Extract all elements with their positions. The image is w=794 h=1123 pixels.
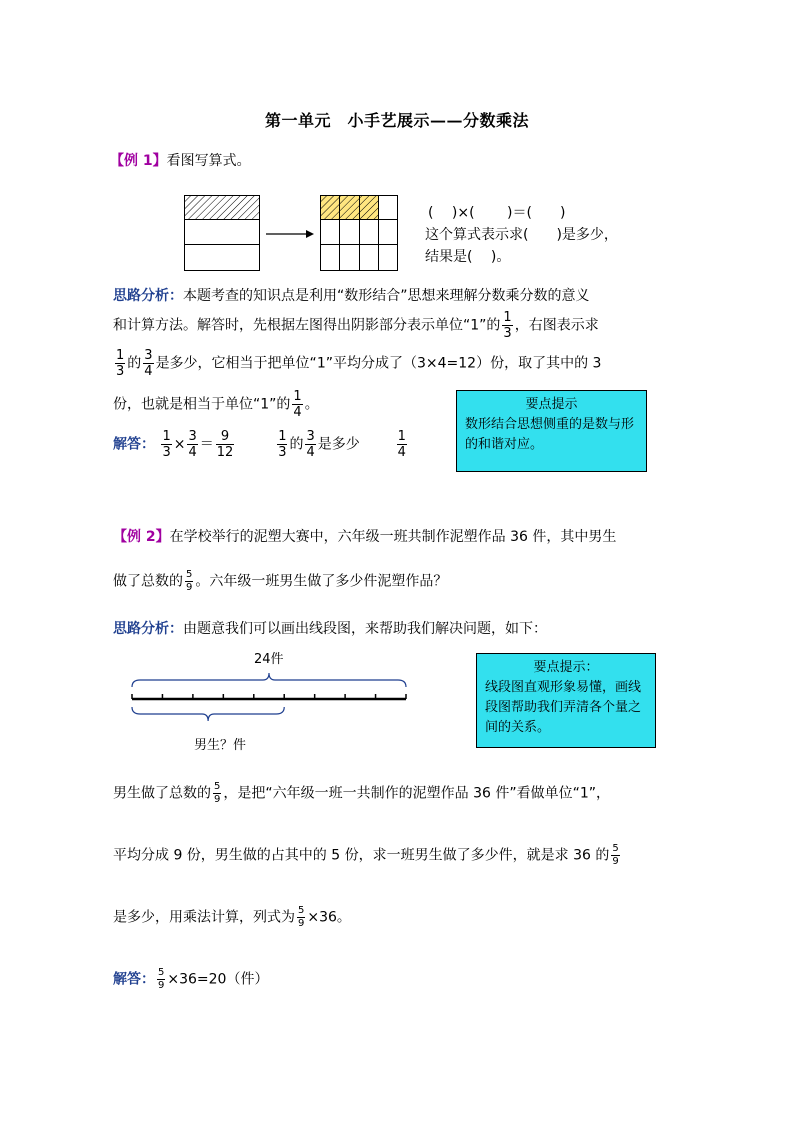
left-row-3 [185, 245, 260, 271]
arrow-right-icon [266, 228, 314, 240]
example-1-prompt: 看图写算式。 [166, 153, 251, 169]
tip-box-2 [476, 653, 656, 748]
question-line: 这个算式表示求( )是多少， [425, 227, 618, 243]
fraction-3-4: $\frac{3}{4}$ [188, 429, 197, 460]
answer-2: 解答： $\frac{5}{9}$ ×36=20（件） [113, 967, 269, 991]
line-segment-diagram [130, 665, 410, 725]
tip-title: 要点提示： [533, 660, 599, 675]
left-row-2 [185, 220, 260, 245]
analysis-1-line-4: 份，也就是相当于单位“1”的 $\frac{1}{4}$ 。 [113, 389, 319, 420]
fraction-3-4: $\frac{3}{4}$ [144, 348, 153, 379]
fraction-1-3: $\frac{1}{3}$ [503, 310, 512, 341]
example-2-text-line-1: 男生做了总数的 $\frac{5}{9}$ ，是把“六年级一班一共制作的泥塑作品 36 件”看做单位“1”， [113, 781, 611, 805]
analysis-label: 思路分析： [113, 621, 183, 637]
tip-body: 数形结合思想侧重的是数与形的和谐对应。 [465, 417, 635, 452]
fraction-5-9: $\frac{5}{9}$ [158, 967, 165, 991]
example-2-tag: 【例 2】 [113, 529, 170, 545]
page-title: 第一单元 小手艺展示——分数乘法 [264, 111, 529, 130]
tip-body: 线段图直观形象易懂，画线段图帮助我们弄清各个量之间的关系。 [485, 680, 642, 735]
part-brace [132, 707, 284, 721]
fraction-9-12: $\frac{9}{12}$ [216, 429, 234, 460]
example-2-text-line-2: 平均分成 9 份，男生做的占其中的 5 份，求一班男生做了多少件，就是求 36 的 $\frac{5}{9}$ [113, 843, 619, 867]
fraction-1-3: $\frac{1}{3}$ [116, 348, 125, 379]
left-shaded-row [185, 196, 260, 220]
fraction-5-9: $\frac{5}{9}$ [298, 905, 305, 929]
diagram-part-label: 男生？件 [194, 738, 247, 753]
analysis-1-line-2: 和计算方法。解答时，先根据左图得出阴影部分表示单位“1”的 $\frac{1}{3}$ ，右图表示求 [113, 310, 599, 341]
example-2-text-line-3: 是多少，用乘法计算，列式为 $\frac{5}{9}$ ×36。 [113, 905, 351, 929]
fraction-diagram-right [320, 195, 398, 271]
analysis-2-line-1: 思路分析：由题意我们可以画出线段图，来帮助我们解决问题，如下： [113, 621, 547, 637]
analysis-label: 思路分析： [113, 288, 183, 304]
answer-label: 解答： [113, 436, 155, 453]
formula-blank: ( )×( )＝( ) [428, 205, 566, 221]
fraction-3-4: $\frac{3}{4}$ [306, 429, 315, 460]
right-shaded-cells [321, 196, 379, 220]
fraction-1-3: $\frac{1}{3}$ [162, 429, 171, 460]
fraction-5-9: $\frac{5}{9}$ [186, 569, 193, 593]
example-1-heading [110, 150, 251, 170]
fraction-5-9: $\frac{5}{9}$ [612, 843, 619, 867]
fraction-diagram-left [184, 195, 260, 271]
answer-1: 解答： $\frac{1}{3}$ × $\frac{3}{4}$ ＝ $\frac{9}{12}$ $\frac{1}{3}$ 的 $\frac{3}{4}$ 是多少 $\frac{1}{4}$ [113, 429, 406, 460]
total-brace [132, 673, 406, 687]
fraction-5-9: $\frac{5}{9}$ [214, 781, 221, 805]
fraction-1-4: $\frac{1}{4}$ [397, 429, 406, 460]
example-1-tag: 【例 1】 [110, 153, 167, 169]
tip-box-1 [456, 390, 647, 472]
answer-label: 解答： [113, 971, 155, 988]
fraction-1-3: $\frac{1}{3}$ [278, 429, 287, 460]
example-2-question-line-1: 【例 2】在学校举行的泥塑大赛中，六年级一班共制作泥塑作品 36 件，其中男生 [113, 529, 617, 545]
tip-title: 要点提示 [525, 397, 578, 412]
example-2-question-line-2: 做了总数的 $\frac{5}{9}$ 。六年级一班男生做了多少件泥塑作品？ [113, 569, 448, 593]
analysis-1-line-1: 思路分析：本题考查的知识点是利用“数形结合”思想来理解分数乘分数的意义 [113, 288, 590, 304]
analysis-1-line-3: $\frac{1}{3}$ 的 $\frac{3}{4}$ 是多少，它相当于把单位“1”平均分成了（3×4=12）份，取了其中的 3 [116, 348, 602, 379]
fraction-1-4: $\frac{1}{4}$ [293, 389, 302, 420]
result-line: 结果是( )。 [425, 249, 511, 265]
diagram-total-label: 24件 [254, 652, 284, 667]
